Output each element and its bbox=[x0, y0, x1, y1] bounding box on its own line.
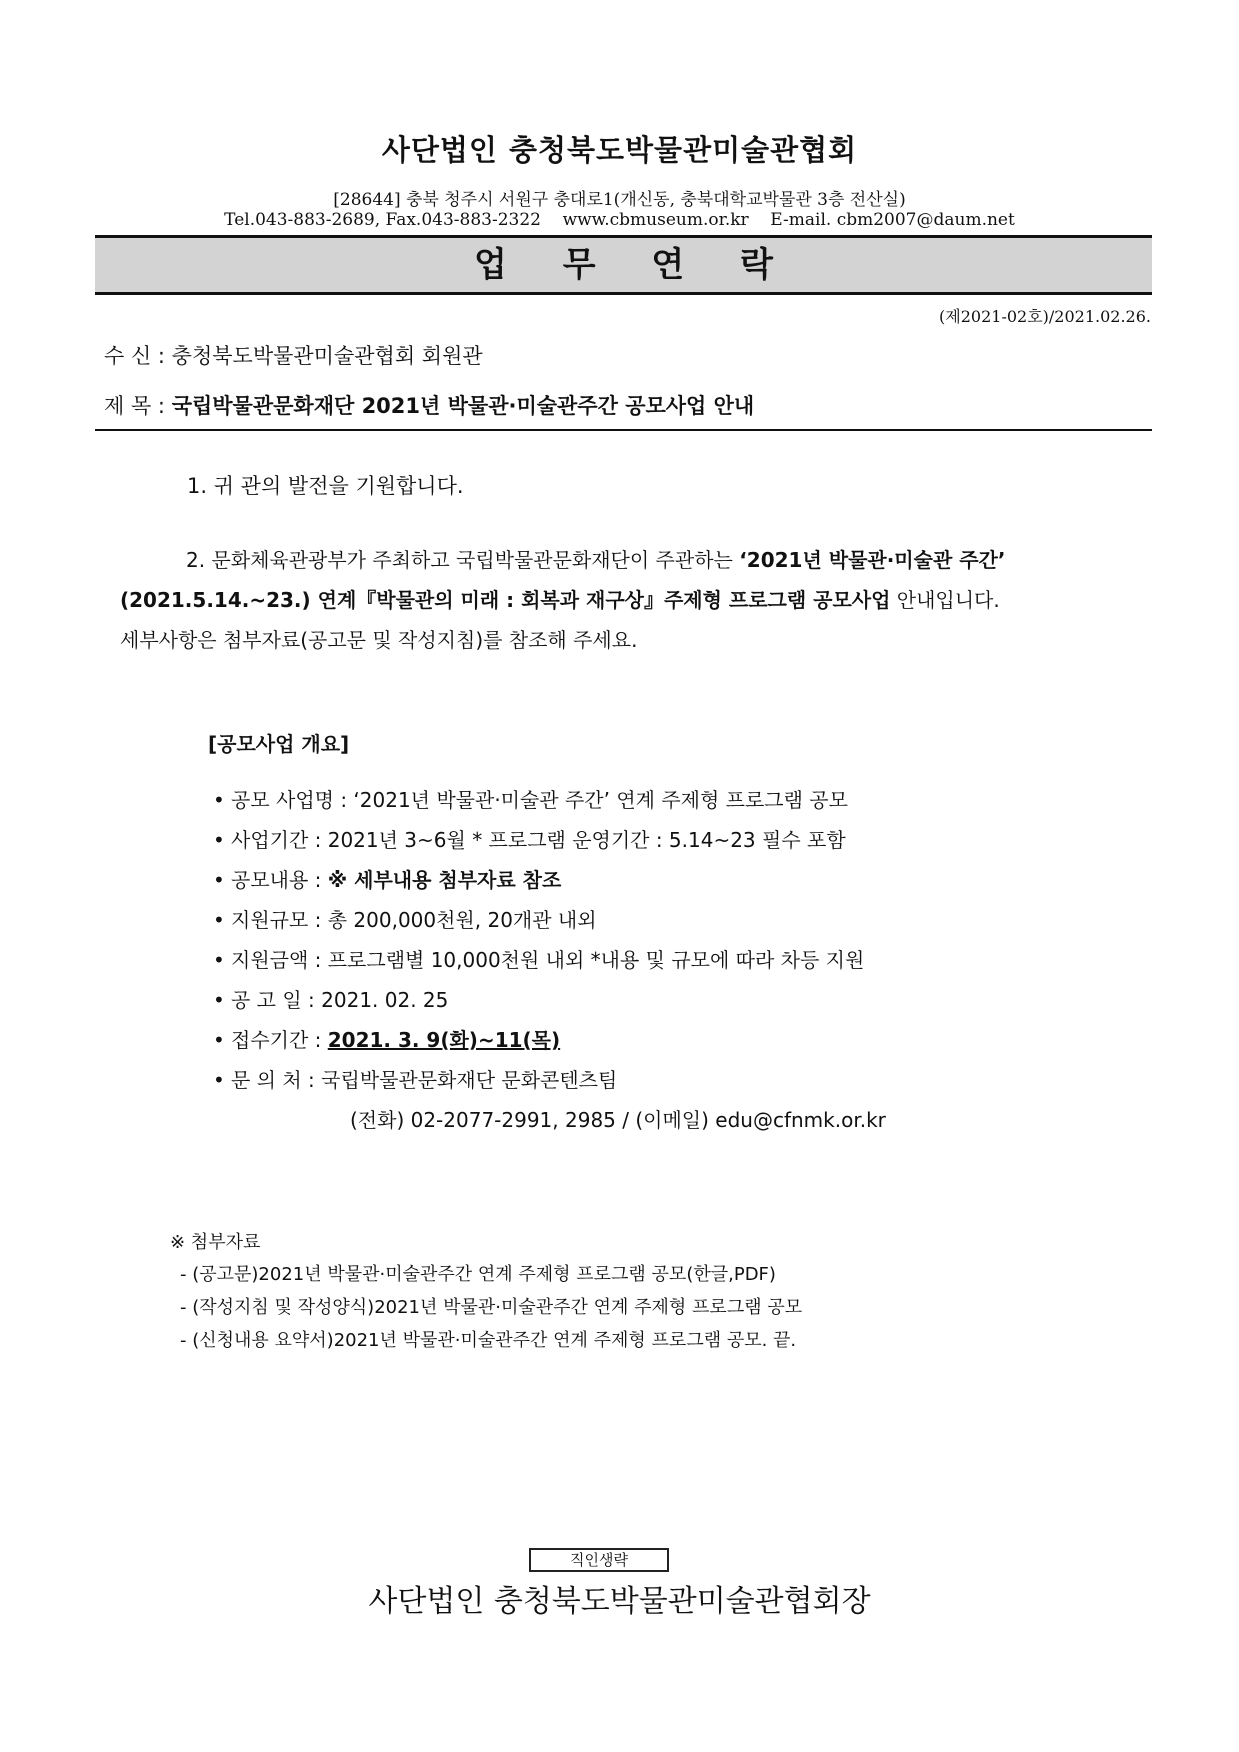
subject-line bbox=[104, 390, 754, 420]
signature-line: 사단법인 충청북도박물관미술관협회장 bbox=[368, 1584, 871, 1619]
organization-contact: Tel.043-883-2689, Fax.043-883-2322 www.cbmuseum.or.kr E-mail. cbm2007@daum.net bbox=[224, 210, 1015, 230]
event-program: (2021.5.14.~23.) 연계『박물관의 미래 : 회복과 재구상』주제형 프로그램 공모사업 bbox=[120, 588, 891, 612]
event-name: ‘2021년 박물관·미술관 주간’ bbox=[739, 548, 1006, 572]
item-label: 지원금액 : bbox=[231, 948, 328, 972]
attachment-item: - (신청내용 요약서)2021년 박물관·미술관주간 연계 주제형 프로그램 공모. 끝. bbox=[180, 1330, 797, 1351]
recipient-line: 수 신 : 충청북도박물관미술관협회 회원관 bbox=[104, 344, 483, 368]
item-value: ‘2021년 박물관·미술관 주간’ 연계 주제형 프로그램 공모 bbox=[353, 788, 848, 812]
list-item bbox=[213, 780, 886, 820]
item-value: 국립박물관문화재단 문화콘텐츠팀 bbox=[321, 1068, 618, 1092]
greeting-paragraph: 1. 귀 관의 발전을 기원합니다. bbox=[187, 474, 464, 498]
item-label: 사업기간 : bbox=[231, 828, 328, 852]
bullet-icon: • bbox=[213, 1068, 225, 1092]
item-label: 공모내용 : bbox=[231, 868, 328, 892]
attachments-list bbox=[180, 1258, 802, 1357]
bullet-icon: • bbox=[213, 988, 225, 1012]
header-divider bbox=[95, 429, 1152, 431]
item-label: 공모 사업명 : bbox=[231, 788, 354, 812]
bullet-icon: • bbox=[213, 1028, 225, 1052]
bullet-icon: • bbox=[213, 868, 225, 892]
item-value: 2021년 3~6월 * 프로그램 운영기간 : 5.14~23 필수 포함 bbox=[327, 828, 846, 852]
attachment-item: - (작성지침 및 작성양식)2021년 박물관·미술관주간 연계 주제형 프로그램 공모 bbox=[180, 1297, 803, 1318]
bullet-icon: • bbox=[213, 828, 225, 852]
seal-omitted-box: 직인생략 bbox=[529, 1548, 669, 1572]
attachment-item: - (공고문)2021년 박물관·미술관주간 연계 주제형 프로그램 공모(한글,PDF) bbox=[180, 1264, 776, 1285]
para2-intro: 2. 문화체육관광부가 주최하고 국립박물관문화재단이 주관하는 bbox=[186, 548, 740, 572]
list-item bbox=[213, 1020, 886, 1060]
organization-address: [28644] 충북 청주시 서원구 충대로1(개신동, 충북대학교박물관 3층 전산실) bbox=[333, 190, 906, 210]
item-value: 2021. 02. 25 bbox=[321, 988, 449, 1012]
bullet-icon: • bbox=[213, 948, 225, 972]
main-paragraph bbox=[120, 540, 1160, 660]
list-item bbox=[213, 900, 886, 940]
item-value: 2021. 3. 9(화)~11(목) bbox=[327, 1028, 561, 1052]
subject-text: 국립박물관문화재단 2021년 박물관·미술관주간 공모사업 안내 bbox=[171, 394, 755, 418]
document-number: (제2021-02호)/2021.02.26. bbox=[939, 307, 1151, 326]
para2-details: 세부사항은 첨부자료(공고문 및 작성지침)를 참조해 주세요. bbox=[120, 628, 638, 652]
subject-label: 제 목 : bbox=[104, 394, 172, 418]
overview-list bbox=[213, 780, 886, 1140]
item-value: 프로그램별 10,000천원 내외 *내용 및 규모에 따라 차등 지원 bbox=[327, 948, 865, 972]
list-item bbox=[213, 1060, 886, 1100]
bullet-icon: • bbox=[213, 788, 225, 812]
contact-detail: (전화) 02-2077-2991, 2985 / (이메일) edu@cfnmk.or.kr bbox=[350, 1108, 886, 1132]
list-item bbox=[213, 860, 886, 900]
attachments-heading: ※ 첨부자료 bbox=[170, 1232, 261, 1253]
item-value: 총 200,000천원, 20개관 내외 bbox=[327, 908, 597, 932]
item-label: 접수기간 : bbox=[231, 1028, 328, 1052]
item-value: ※ 세부내용 첨부자료 참조 bbox=[327, 868, 562, 892]
para2-suffix: 안내입니다. bbox=[890, 588, 1000, 612]
document-type-banner: 업 무 연 락 bbox=[95, 235, 1152, 295]
item-label: 지원규모 : bbox=[231, 908, 328, 932]
organization-title: 사단법인 충청북도박물관미술관협회 bbox=[381, 133, 858, 167]
bullet-icon: • bbox=[213, 908, 225, 932]
list-item bbox=[213, 940, 886, 980]
item-label: 공 고 일 : bbox=[231, 988, 322, 1012]
item-label: 문 의 처 : bbox=[231, 1068, 322, 1092]
list-item bbox=[213, 980, 886, 1020]
overview-heading: [공모사업 개요] bbox=[208, 732, 350, 756]
list-item bbox=[213, 820, 886, 860]
